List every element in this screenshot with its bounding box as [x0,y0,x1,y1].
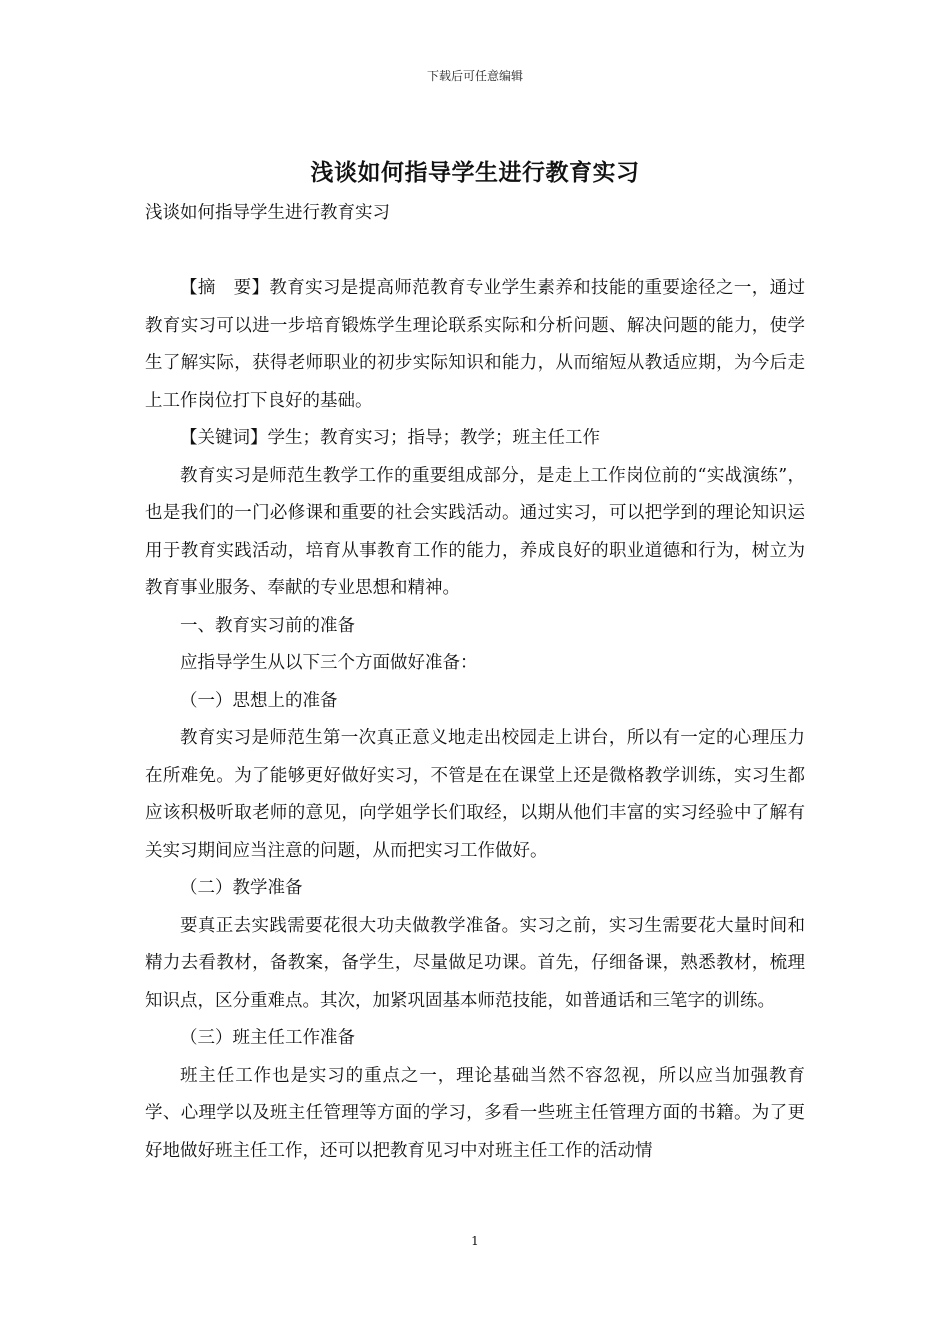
body-paragraph: 应指导学生从以下三个方面做好准备： [180,653,478,673]
subsection-heading: （三）班主任工作准备 [180,1028,355,1048]
body-paragraph: 教育实习是师范生第一次真正意义地走出校园走上讲台，所以有一定的心理压力在所难免。为了能够更好做好实习，不管是在在课堂上还是微格教学训练，实习生都应该积极听取老师的意见，向学姐学长们取经，以期从他们丰富的实习经验中了解有关实习期间应当注意的问题，从而把实习工作做好。 [145,728,805,861]
subsection-heading: （二）教学准备 [180,878,303,898]
body-paragraph: 班主任工作也是实习的重点之一，理论基础当然不容忽视，所以应当加强教育学、心理学以及班主任管理等方面的学习，多看一些班主任管理方面的书籍。为了更好地做好班主任工作，还可以把教育见习中对班主任工作的活动情 [145,1065,805,1161]
body-paragraph: 要真正去实践需要花很大功夫做教学准备。实习之前，实习生需要花大量时间和精力去看教材，备教案，备学生，尽量做足功课。首先，仔细备课，熟悉教材，梳理知识点，区分重难点。其次，加紧巩固基本师范技能，如普通话和三笔字的训练。 [145,915,805,1011]
document-subtitle: 浅谈如何指导学生进行教育实习 [145,203,390,223]
intro-paragraph: 教育实习是师范生教学工作的重要组成部分，是走上工作岗位前的“实战演练”，也是我们的一门必修课和重要的社会实践活动。通过实习，可以把学到的理论知识运用于教育实践活动，培育从事教育工作的能力，养成良好的职业道德和行为，树立为教育事业服务、奉献的专业思想和精神。 [145,465,805,598]
page-number: 1 [471,1234,479,1248]
subsection-heading: （一）思想上的准备 [180,690,338,711]
document-title: 浅谈如何指导学生进行教育实习 [310,159,640,186]
page-header: 下载后可任意编辑 [426,69,523,83]
abstract-paragraph: 【摘 要】教育实习是提高师范教育专业学生素养和技能的重要途径之一，通过教育实习可以进一步培育锻炼学生理论联系实际和分析问题、解决问题的能力，使学生了解实际，获得老师职业的初步实际知识和能力，从而缩短从教适应期，为今后走上工作岗位打下良好的基础。 [145,278,805,411]
document-body [145,270,805,1170]
keywords-paragraph: 【关键词】学生；教育实习；指导；教学；班主任工作 [180,428,600,448]
section-heading: 一、教育实习前的准备 [180,615,355,636]
